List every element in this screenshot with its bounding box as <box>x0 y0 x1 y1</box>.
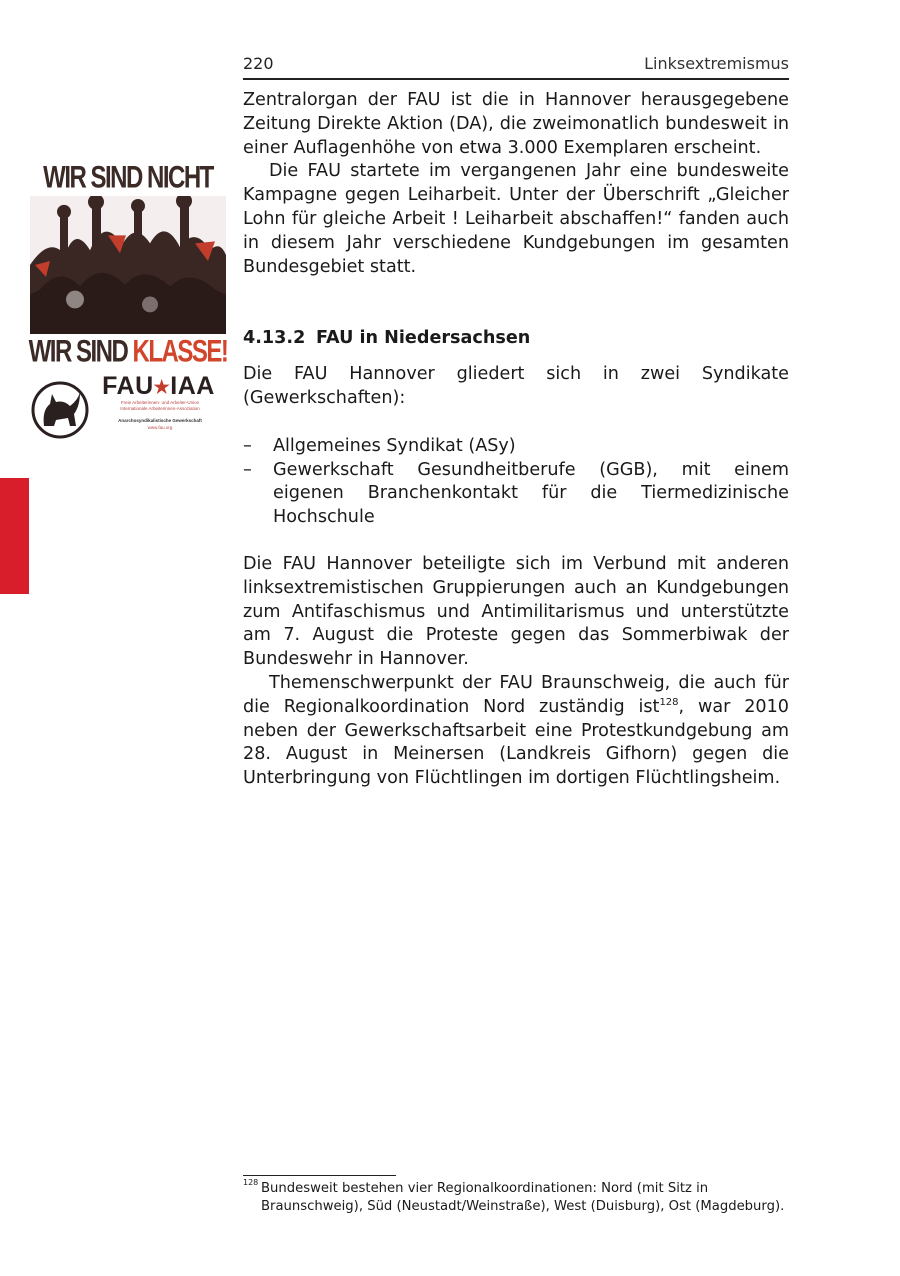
poster-fine-print-4: www.fau.org <box>147 425 173 430</box>
footnote-rule <box>243 1175 396 1176</box>
paragraph-1: Zentralorgan der FAU ist die in Hannover herausgegebene Zeitung Direkte Aktion (DA), die zweimonatlich bundesweit in einer Auflagenhöhe von etwa 3.000 Exemplaren erscheint. <box>243 90 789 158</box>
list-item: – Gewerkschaft Gesundheitberufe (GGB), mit einem eigenen Branchenkontakt für die Tiermedizinische Hochschule <box>243 459 789 528</box>
footnote-reference[interactable]: 128 <box>659 696 679 708</box>
paragraph-5: Themenschwerpunkt der FAU Braunschweig, die auch für die Regionalkoordination Nord zuständig ist$^{128}$, war 2010 neben der Gewerkschaftsarbeit eine Protestkundgebung am 28. August in Meinersen (Landkreis Gifhorn) gegen die Unterbringung von Flüchtlingen im dortigen Flüchtlingsheim. <box>243 672 789 789</box>
syndicate-list <box>243 435 789 530</box>
protest-crowd-illustration <box>30 196 226 334</box>
list-item: – Allgemeines Syndikat (ASy) <box>243 435 516 456</box>
page-number: 220 <box>243 54 274 73</box>
footnote-number: 128 <box>243 1178 259 1187</box>
section-number: 4.13.2 <box>243 328 306 349</box>
poster-fine-print-1: Freie Arbeiterinnen- und Arbeiter-Union <box>120 400 200 405</box>
poster-fine-print-2: Internationale Arbeiterinnen-Assoziation <box>120 406 200 411</box>
poster-fine-print-3: Anarchosyndikalistische Gewerkschaft <box>118 418 202 423</box>
poster-slogan-bottom: WIR SIND KLASSE! <box>28 334 228 370</box>
black-cat-icon <box>30 380 90 440</box>
chapter-marker-bar <box>0 478 29 594</box>
footnote-text: Bundesweit bestehen vier Regionalkoordinationen: Nord (mit Sitz in Braunschweig), Süd (Neustadt/Weinstraße), West (Duisburg), Ost (Magdeburg). <box>261 1181 785 1214</box>
paragraph-4: Die FAU Hannover beteiligte sich im Verbund mit anderen linksextremistischen Gruppierungen auch an Kundgebungen zum Antifaschismus und Antimilitarismus und unterstützte am 7. August die Proteste gegen das Sommerbiwak der Bundeswehr in Hannover. <box>243 553 789 670</box>
paragraph-2: Die FAU startete im vergangenen Jahr eine bundesweite Kampagne gegen Leiharbeit. Unter der Überschrift „Gleicher Lohn für gleiche Arbeit ! Leiharbeit abschaffen!“ fanden auch in diesem Jahr verschiedene Kundgebungen im gesamten Bundesgebiet statt. <box>243 161 789 277</box>
fau-poster-image <box>28 160 228 440</box>
section-heading <box>243 327 789 351</box>
fau-iaa-wordmark: FAU★IAA <box>102 372 215 400</box>
paragraph-3: Die FAU Hannover gliedert sich in zwei Syndikate (Gewerkschaften): <box>243 364 789 408</box>
star-icon: ★ <box>153 376 171 397</box>
running-header <box>243 52 789 80</box>
main-text <box>243 89 789 791</box>
footnote <box>243 1180 789 1215</box>
poster-slogan-top: WIR SIND NICHT <box>43 160 213 196</box>
section-title: FAU in Niedersachsen <box>316 328 531 349</box>
running-title: Linksextremismus <box>644 54 789 73</box>
